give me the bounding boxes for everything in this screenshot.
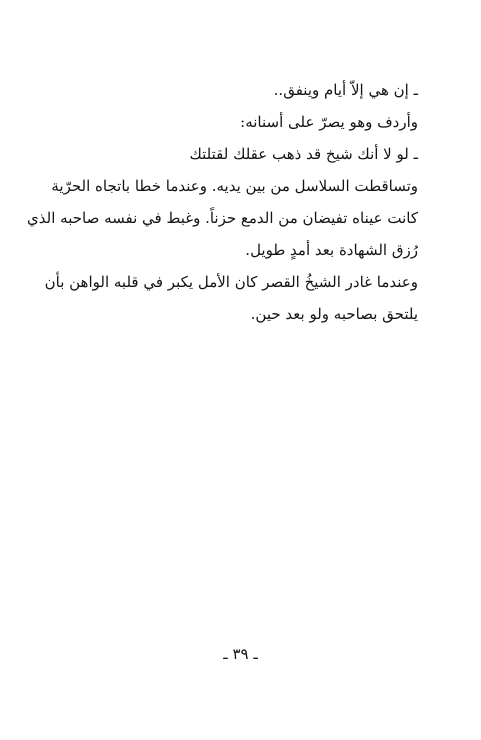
text-line-6: رُزق الشهادة بعد أمدٍ طويل. — [245, 241, 418, 259]
text-line-2: وأردف وهو يصرّ على أسنانه: — [240, 113, 418, 131]
text-line-4: وتساقطت السلاسل من بين يديه. وعندما خطا باتجاه الحرّية — [51, 177, 418, 195]
body-text — [27, 74, 418, 330]
text-line-5: كانت عيناه تفيضان من الدمع حزناً. وغبط في نفسه صاحبه الذي — [27, 209, 418, 227]
text-line-8: يلتحق بصاحبه ولو بعد حين. — [250, 305, 418, 323]
page-number: ـ ٣٩ ـ — [223, 645, 258, 663]
text-line-1: ـ إن هي إلاّ أيام وينفق.. — [273, 81, 418, 99]
text-line-3: ـ لو لا أنك شيخ قد ذهب عقلك لقتلتك — [189, 145, 418, 163]
text-line-7: وعندما غادر الشيخُ القصر كان الأمل يكبر في قلبه الواهن بأن — [44, 273, 418, 291]
